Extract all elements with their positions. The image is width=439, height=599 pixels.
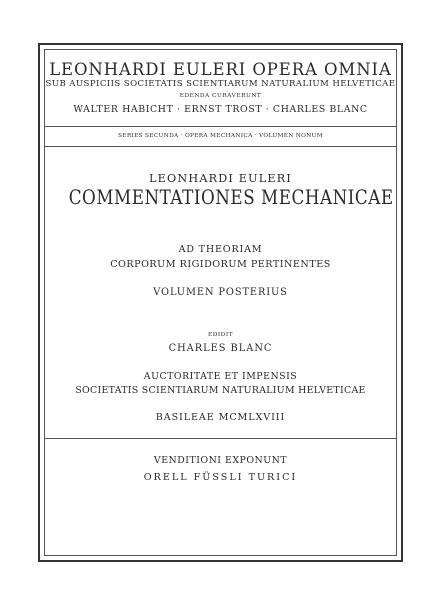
edenda-note: EDENDA CURAVERUNT xyxy=(179,93,262,99)
venditioni-line: VENDITIONI EXPONUNT xyxy=(153,455,288,466)
work-title: COMMENTATIONES MECHANICAE xyxy=(68,186,394,209)
society-line: SOCIETATIS SCIENTIARUM NATURALIUM HELVETICAE xyxy=(75,385,366,396)
opera-omnia-title: LEONHARDI EULERI OPERA OMNIA xyxy=(49,60,392,79)
subject-line-1: AD THEORIAM xyxy=(178,244,263,255)
edidit-label: EDIDIT xyxy=(208,332,233,338)
publisher-rule xyxy=(44,438,397,439)
author-name: LEONHARDI EULERI xyxy=(149,172,292,185)
series-rule-bottom xyxy=(44,146,397,147)
auspices-subtitle: SUB AUSPICIIS SOCIETATIS SCIENTIARUM NATURALIUM HELVETICAE xyxy=(45,79,396,89)
place-and-year: BASILEAE MCMLXVIII xyxy=(155,412,286,423)
auctoritate-line: AUCTORITATE ET IMPENSIS xyxy=(143,371,298,382)
general-editors: WALTER HABICHT · ERNST TROST · CHARLES BLANC xyxy=(73,104,368,115)
series-line: SERIES SECUNDA · OPERA MECHANICA · VOLUMEN NONUM xyxy=(118,133,323,139)
subject-line-2: CORPORUM RIGIDORUM PERTINENTES xyxy=(110,259,331,270)
series-rule-top xyxy=(44,126,397,127)
volume-label: VOLUMEN POSTERIUS xyxy=(153,287,288,298)
volume-editor: CHARLES BLANC xyxy=(168,343,273,354)
publisher-name: ORELL FÜSSLI TURICI xyxy=(143,472,298,483)
